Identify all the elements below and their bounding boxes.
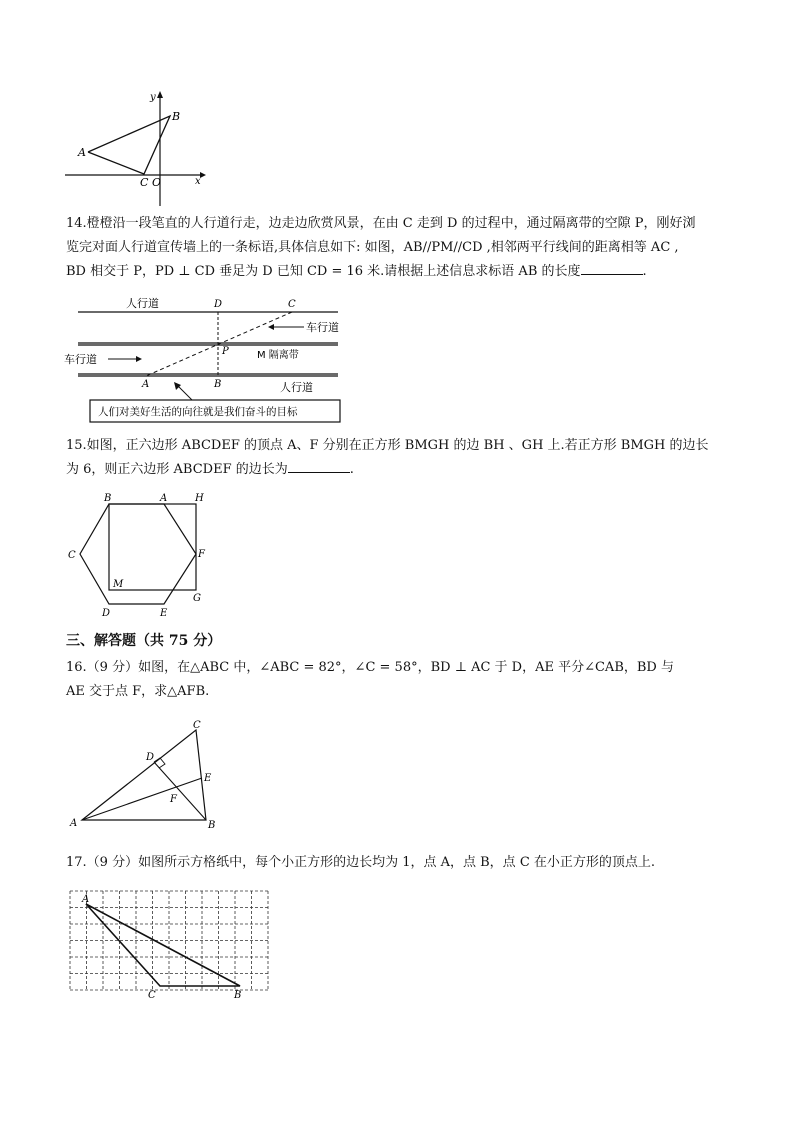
label-walk-bottom: 人行道	[280, 381, 313, 394]
label-b: B	[234, 990, 242, 1001]
segment-ae	[82, 778, 202, 820]
label-d: D	[214, 299, 223, 310]
label-a: A	[142, 379, 150, 390]
segment-ca	[146, 312, 292, 376]
segment-bd	[154, 762, 206, 820]
label-p: P	[222, 346, 229, 357]
label-c: C	[288, 299, 296, 310]
figure-q13	[60, 88, 210, 208]
triangle-abc	[88, 116, 170, 174]
figure-q17	[62, 886, 277, 1008]
label-divider: M 隔离带	[257, 350, 299, 361]
label-c: C	[148, 990, 156, 1001]
label-a: A	[160, 493, 168, 504]
label-x: x	[195, 176, 201, 187]
answer-blank-14[interactable]	[581, 260, 643, 275]
label-g: G	[193, 593, 201, 604]
hexagon-abcdef	[80, 504, 196, 604]
label-f: F	[170, 794, 177, 805]
label-e: E	[160, 608, 168, 619]
q14-line-1: 14.橙橙沿一段笔直的人行道行走，边走边欣赏风景，在由 C 走到 D 的过程中，通过隔离带的空隙 P，刚好浏	[66, 216, 696, 231]
label-lane-right: 车行道	[306, 321, 339, 334]
q14-line-2: 览完对面人行道宣传墙上的一条标语,具体信息如下: 如图，AB//PM//CD ,相邻两平行线间的距离相等 AC ,	[66, 240, 679, 255]
label-e: E	[204, 773, 212, 784]
triangle-abc	[82, 730, 206, 820]
q15-line-1: 15.如图，正六边形 ABCDEF 的顶点 A、F 分别在正方形 BMGH 的边 BH 、GH 上.若正方形 BMGH 的边长	[66, 438, 709, 453]
question-15	[66, 434, 746, 482]
q15-line-2: 为 6，则正六边形 ABCDEF 的边长为 .	[66, 458, 746, 482]
figure-q14	[60, 296, 350, 426]
label-c: C	[193, 720, 201, 731]
label-h: H	[195, 493, 204, 504]
question-14	[66, 212, 746, 284]
question-17	[66, 851, 746, 875]
grid-paper	[70, 891, 268, 990]
label-c: C	[68, 550, 76, 561]
figure-q15	[62, 490, 222, 620]
q17-line-1: 17.（9 分）如图所示方格纸中，每个小正方形的边长均为 1，点 A，点 B，点 C 在小正方形的顶点上.	[66, 855, 656, 870]
label-c: C	[140, 176, 149, 189]
question-16	[66, 656, 746, 704]
label-d: D	[146, 752, 155, 763]
q14-line-3: BD 相交于 P，PD ⊥ CD 垂足为 D 已知 CD = 16 米.请根据上述信息求标语 AB 的长度 .	[66, 260, 746, 284]
label-m: M	[113, 579, 124, 590]
label-walk-top: 人行道	[126, 297, 159, 310]
answer-blank-15[interactable]	[288, 458, 350, 473]
label-a: A	[70, 818, 78, 829]
section-heading: 三、解答题（共 75 分）	[66, 633, 222, 649]
label-b: B	[172, 110, 181, 123]
label-d: D	[102, 608, 111, 619]
label-b: B	[104, 493, 112, 504]
label-f: F	[198, 549, 205, 560]
label-a: A	[82, 894, 90, 905]
q16-line-1: 16.（9 分）如图，在△ABC 中，∠ABC = 82°，∠C = 58°，BD ⊥ AC 于 D，AE 平分∠CAB，BD 与	[66, 660, 674, 675]
label-o: O	[152, 176, 162, 189]
label-b: B	[214, 379, 222, 390]
label-y: y	[150, 92, 156, 103]
label-b: B	[208, 820, 216, 831]
figure-q16	[62, 714, 232, 834]
label-lane-left: 车行道	[64, 353, 97, 366]
q16-line-2: AE 交于点 F，求△AFB.	[66, 684, 210, 699]
square-bmgh	[109, 504, 196, 590]
label-a: A	[78, 146, 86, 159]
slogan-text: 人们对美好生活的向往就是我们奋斗的目标	[98, 406, 298, 418]
